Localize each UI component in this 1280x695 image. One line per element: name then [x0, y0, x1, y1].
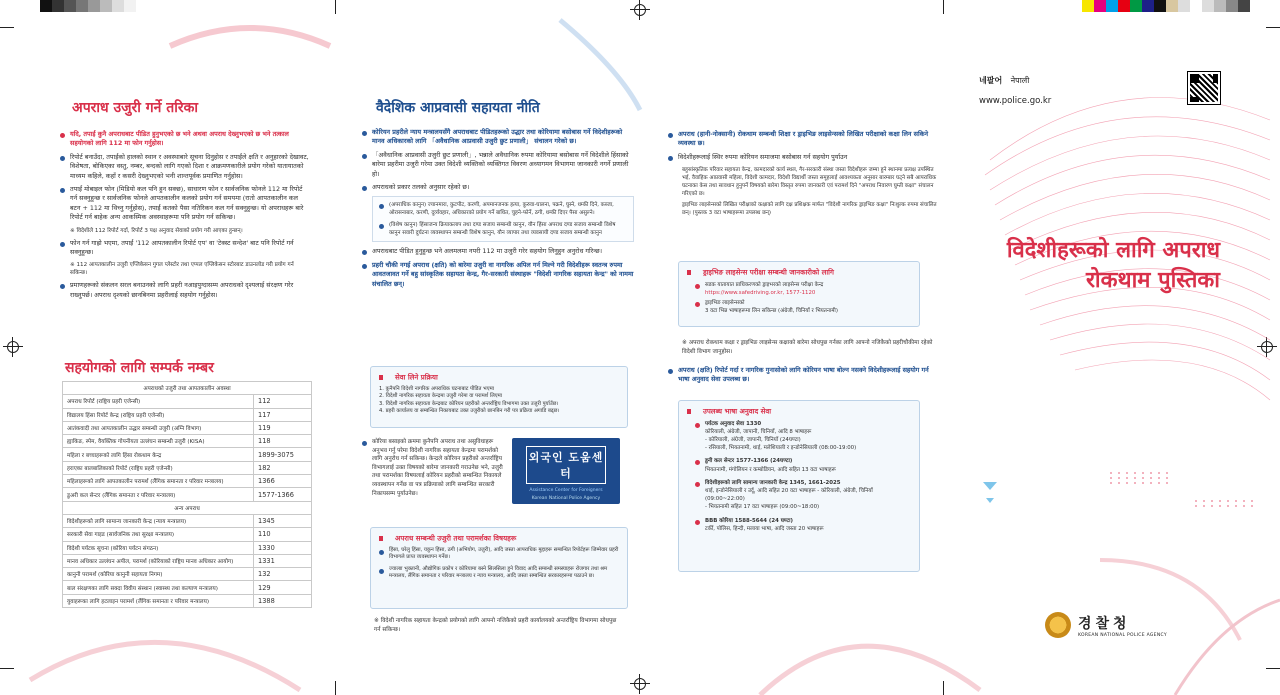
group-header-cell: अपराधको उजुरी तथा आपतकालीन अवस्था	[63, 382, 312, 395]
service-name-cell: आतंकवादी तथा आपतकालीन उद्धार सम्बन्धी उजुरी (अग्नि विभाग)	[63, 421, 254, 434]
table-row	[63, 514, 312, 527]
section-title-complaint: अपराध उजुरी गर्ने तरिका	[72, 100, 199, 116]
phone-number-cell: 1330	[254, 541, 312, 554]
process-step: 1. कुनैपनि विदेशी नागरिक अपराधिक घटनाबाट पीडित भएमा	[379, 385, 495, 392]
agency-name-english: KOREAN NATIONAL POLICE AGENCY	[1078, 633, 1167, 638]
service-name-cell: कानुनी परामर्श (कोरिया कानुनी सहायता निगम)	[63, 568, 254, 581]
license-info	[687, 281, 911, 315]
phone-number-cell: 129	[254, 581, 312, 594]
table-row	[63, 395, 312, 408]
service-detail: - भियतनामी सहित 17 वटा भाषाहरू (09:00~18:00)	[705, 504, 820, 511]
box-title	[379, 534, 619, 544]
bullet-item: रिपोर्ट बनाउँदा, तपाईंको हालको स्थान र अवस्थाबारे सूचना दिनुहोस र तपाईंले क्षति र अनुहारको देखावट, विशेषता, बोकिएका वस्तु, नम्बर, बन्दको लागि गएको दिशा र आक्रमणकारीले प्रयोग गरेको यातायातको माध्यम कहिले, कहाँ र कसरी देख्नुभएको भनी शान्तपूर्वक प्रमाणित गर्नुहोस।	[60, 153, 310, 181]
cover-title	[1007, 236, 1220, 296]
service-heading: पर्यटक अनुवाद सेवा 1330	[695, 420, 911, 428]
megaphone-icon	[379, 373, 391, 382]
panel-migrant-policy	[322, 0, 642, 695]
service-name-cell: मानव अधिकार उल्लंघन अपील, परामर्श (कोरियाको राष्ट्रिय मानव अधिकार आयोग)	[63, 554, 254, 567]
phone-number-cell: 1345	[254, 514, 312, 527]
crime-type-item: (विशेष कानुन) हिंसाजन्य क्रियाकलाप तथा दण्ड सजाय सम्बन्धी कानुन, यौन हिंसा अपराध दण्ड सजाय सम्बन्धी विशेष कानुन सवारी दुर्घटना व्यवस्थापन सम्बन्धी विशेष कानुन, यौन व्यापार तथा व्यवसायी दण्ड सजाय सम्बन्धी कानुन	[379, 221, 627, 237]
bullet-item: अपराध (क्षति) रिपोर्ट गर्दा र नागरिक गुनासोको लागि कोरियन भाषा बोल्न नसक्ने विदेशीहरूलाई सहयोग गर्न भाषा अनुवाद सेवा उपलब्ध छ।	[668, 366, 940, 385]
center-sign-korean: 외국인 도움센터	[526, 446, 606, 484]
panel-education	[642, 0, 942, 695]
translation-intro	[668, 366, 940, 389]
language-label	[979, 75, 1029, 86]
service-detail: - कोरियाली, अंग्रेजी, जापानी, चिनियाँ (24घण्टा)	[705, 436, 801, 443]
translation-services	[687, 420, 911, 533]
bullet-item: प्रहरी चौकी नगई अपराध (क्षति) को बारेमा उजुरी वा नागरिक अपिल गर्न मिल्ने गरी विदेशीहरू स्वतन्त्र रुपमा आवतजावत गर्ने बहु सांस्कृतिक सहायता केन्द्र, गैर-सरकारी संस्थाहरू "विदेशी नागरिक सहायता केन्द्र" को नाममा संचालित छन्।	[362, 261, 634, 289]
agency-name-korean: 경찰청	[1078, 616, 1131, 632]
complaint-topics-box	[370, 527, 628, 609]
service-detail: भियतनामी, मंगोलियन र कम्बोडियन, आदि सहित 13 वटा भाषाहरू	[705, 466, 836, 473]
phone-number-cell: 1388	[254, 594, 312, 607]
education-content	[668, 130, 940, 217]
license-info-line: ड्राइभिङ लाइसेन्सको	[695, 299, 911, 307]
topic-item: हिंसा, घरेलु हिंसा, यकुन हिंसा, ठगी (अभियोग, उजुरी), आदि जस्ता आपराधिक मुद्दाहरू सम्बन्धित रिपोर्टहरू जिम्मेवार प्रहरी विभागले प्राप्त व्यवस्थापन गर्नेछ।	[379, 547, 619, 562]
process-steps	[379, 386, 619, 416]
bullet-item: 「अवैधानिक आप्रवासी उजुरी छुट प्रणाली」, भन्नाले अवैधानिक रुपमा कोरियामा बसोबास गर्ने विदेशीले हिंसाको बारेमा प्रहरीमा उजुरी गरेमा उक्त विदेशी व्यक्तिको व्यक्तिगत विवरण अध्यागमन विभागमा जानकारी नगर्ने प्रणाली हो।	[362, 151, 634, 179]
service-name-cell: बाल संरक्षणका लागि सक्दा विवीय संस्थान (स्वास्थ्य तथा कल्याण मन्त्रालय)	[63, 581, 254, 594]
megaphone-icon	[687, 407, 699, 416]
panel-cover	[942, 0, 1280, 695]
license-website-link[interactable]: https://www.safedriving.or.kr, 1577-1120	[705, 289, 816, 296]
process-step: 4. प्रहरी कार्यालय वा सम्बन्धित निकायबाट उक्त उजुरीको छानबिन गरी पत्र प्रक्रिया अगाडि बढ्छ।	[379, 408, 560, 415]
phone-number-cell: 1331	[254, 554, 312, 567]
language-korean: 네팔어	[979, 76, 1003, 85]
process-step: 3. विदेशी नागरिक सहायता केन्द्रबाट कोरियन प्रहरीको अन्तर्राष्ट्रिय विभागमा उक्त उजुरी पुर्याउँछ।	[379, 400, 559, 407]
megaphone-icon	[379, 534, 391, 543]
process-step: 2. विदेशी नागरिक सहायता केन्द्रमा उजुरी गरेमा वा परामर्श लिएमा	[379, 393, 503, 400]
center-sign-agency: Korean National Police Agency	[531, 496, 601, 501]
service-detail: कोरियाली, अंग्रेजी, जापानी, चिनियाँ, आदि 8 भाषाहरू	[705, 428, 812, 435]
service-heading: विदेशीहरूको लागि सामान्य जानकारी केन्द्र 1345, 1661-2025	[695, 479, 911, 487]
phone-number-cell: 112	[254, 395, 312, 408]
box-title	[687, 407, 911, 417]
translation-services-box	[678, 400, 920, 572]
service-name-cell: अपराध रिपोर्ट (राष्ट्रिय प्रहरी एजेन्सी)	[63, 395, 254, 408]
table-row	[63, 568, 312, 581]
phone-number-cell: 119	[254, 421, 312, 434]
service-heading: BBB कोरिया 1588-5644 (24 घण्टा)	[695, 517, 911, 525]
service-process-box	[370, 366, 628, 428]
megaphone-icon	[687, 268, 699, 277]
cover-title-line: विदेशीहरूको लागि अपराध	[1006, 238, 1220, 263]
bullet-item: तपाईं मोबाइल फोन (मिडियो कल पनि हुन सक्छ), साधारण फोन र सार्वजनिक फोनले 112 मा रिपोर्ट गर्न सक्नुहुन्छ र सार्वजनिक फोनले आपतकालीन कलको प्रयोग गर्न समयमा (रातो आपतकालीन कल बटन + 112 मा थिच्नु गर्नुहोस), तपाईं कतको पैसा नतिरिकन कल गर्न सक्नुहुन्छ। यो अपराधहरू बारे रिपोर्ट गर्न बाहेक अन्य आकस्मिक अवस्थाहरूमा पनि प्रयोग गर्न सकिन्छ।	[60, 185, 310, 223]
police-website[interactable]: www.police.go.kr	[979, 96, 1052, 106]
table-row	[63, 488, 312, 501]
sub-item: ड्राइभिङ लाइसेन्सको लिखित परीक्षाको कक्षाको लागि दक्ष प्रशिक्षक मार्फत "विदेशी नागरिक ड्राइभिङ कक्षा" निःशुल्क रुपमा संचालित छन्। (पुस्तक 3 वटा भाषाहरूमा उपलब्ध छन्)	[682, 202, 937, 217]
bullet-item: प्रमाणहरूको संकलन सरल बनाउनको लागि प्रहरी नआइपुग्दासम्म अपराधको दृश्यलाई संरक्षण गरेर राख्नुपर्छ। अपराध दृश्यको छानबिनमा प्रहरीलाई सहयोग गर्नुहोस।	[60, 281, 310, 300]
service-detail: - रसियाली, भियतनामी, थाई, मलेशियाली र इन्डोनेसियाली (08:00-19:00)	[705, 445, 857, 452]
phone-number-cell: 1577-1366	[254, 488, 312, 501]
phone-number-cell: 132	[254, 568, 312, 581]
qr-code-icon[interactable]	[1188, 72, 1220, 104]
bullet-item: अपराध (हानी-नोक्सानी) रोकथाम सम्बन्धी शिक्षा र ड्राइभिङ लाइसेन्सको लिखित परीक्षाको कक्षा लिन सकिने व्यवस्था छ।	[668, 130, 940, 149]
service-name-cell: महिलाहरूको लागि आपतकालीन परामर्श (लैंगिक समानता र परिवार मन्त्रालय)	[63, 475, 254, 488]
table-row	[63, 461, 312, 474]
bullet-item: विदेशीहरूलाई स्थिर रुपमा कोरियन समाजमा बसोबास गर्न सहयोग पुर्याउन	[668, 153, 940, 162]
bullet-item: कोरिया बसाइको क्रममा कुनैपनि अपराध तथा असुविधाहरू अनुभव गर्नु परेमा विदेशी नागरिक सहायता केन्द्रमा परामर्शको लागि अनुरोध गर्न सकिन्छ। केन्द्रले कोरियन प्रहरीको अन्तर्राष्ट्रिय विभागलाई उक्त विषयको बारेमा जानकारी गराउनेछ भने, उजुरी तथा परामर्शका विषयलाई कोरियन प्रहरीको सम्बन्धित निकायले व्यवस्थापन गर्नेछ वा पत्र प्रक्रियाको लागि सम्बन्धित सरकारी निकायसम्म पुर्याउनेछ।	[362, 438, 506, 498]
service-name-cell: विदेशीहरूको लागि सामान्य जानकारी केन्द्र (न्याय मन्त्रालय)	[63, 514, 254, 527]
complaint-topics	[379, 547, 619, 581]
phone-number-cell: 182	[254, 461, 312, 474]
service-name-cell: सरकारी सेवा गाइड (सार्वजनिक तथा सुरक्षा मन्त्रालय)	[63, 528, 254, 541]
table-group-header	[63, 501, 312, 514]
service-name-cell: विद्यालय हिंसा रिपोर्ट केन्द्र (राष्ट्रिय प्रहरी एजेन्सी)	[63, 408, 254, 421]
service-name-cell: डुअरी कल सेन्टर (लैंगिक समानता र परिवार मन्त्रालय)	[63, 488, 254, 501]
phone-number-cell: 1366	[254, 475, 312, 488]
bullet-item: यदि, तपाईं कुनै अपराधबाट पीडित हुनुभएको छ भने अथवा अपराध देख्नुभएको छ भने तत्काल सहयोगको लागि 112 मा फोन गर्नुहोस।	[60, 130, 310, 149]
table-row	[63, 435, 312, 448]
table-row	[63, 475, 312, 488]
cover-title-line: रोकथाम पुस्तिका	[1085, 268, 1220, 293]
service-detail: थाई, इन्डोनेसियाली र उर्दू, आदि सहित 20 वटा भाषाहरू - कोरियाली, अंग्रेजी, चिनियाँ (09:00~22:00)	[705, 487, 873, 503]
note: ※ विदेशीले 112 रिपोर्ट गर्दा, रिपोर्ट 3 पक्ष अनुवाद सेवाको प्रयोग गरी आएका हुन्छन्।	[70, 227, 243, 234]
service-name-cell: हराएका बालबालिकाको रिपोर्ट (राष्ट्रिय प्रहरी एजेन्सी)	[63, 461, 254, 474]
box-title-text: अपराध सम्बन्धी उजुरी तथा परामर्शका विषयहरू	[395, 534, 517, 543]
note: ※ 112 आपतकालीन उजुरी एप्लिकेसन गुगल प्लेस्टोर तथा एप्पल एप्लिकेसन स्टोरबाट डाउनलोड गरी प्रयोग गर्न सकिन्छ।	[70, 262, 294, 277]
policy-content	[362, 128, 634, 293]
assistance-center-image	[512, 438, 620, 504]
box-title-text: उपलब्ध भाषा अनुवाद सेवा	[703, 407, 772, 416]
table-row	[63, 408, 312, 421]
box-title	[379, 373, 619, 383]
phone-number-cell: 1899-3075	[254, 448, 312, 461]
phone-number-cell: 117	[254, 408, 312, 421]
license-info-line: 3 वटा भिन्न भाषाहरूमा लिन सकिन्छ (अंग्रेजी, चिनियाँ र भियतनामी)	[705, 307, 838, 314]
center-description	[362, 438, 506, 502]
crime-types-box	[372, 196, 634, 242]
service-name-cell: महिला र बच्चाहरूको लागि हिंसा रोकथाम केन्द्र	[63, 448, 254, 461]
service-name-cell: ह्याकिङ, स्पेम, वैयक्तिक गोपनीयता उल्लंघन सम्बन्धी उजुरी (KISA)	[63, 435, 254, 448]
complaint-bullets	[60, 130, 310, 304]
crime-type-item: (अपराधिक कानुन) ज्यानमारा, कुटपीट, करणी, अपमानजनक हत्या, कुरुवा-घालना, पक्रने, घुस्ने, धम्की दिने, कब्जा, ओरासनाबार, करणी, दुर्व्यवहार, अधिकारको प्रयोग गर्ने बाधित, चुहने-फोर्ने, ठगी, धम्की दिएर पैसा असुल्ने।	[379, 201, 627, 217]
license-info-line: सडक यातायात प्राधिकरणको ड्राइभरको लाइसेन्स परीक्षा केन्द्र	[695, 281, 911, 289]
note: ※ विदेशी नागरिक सहायता केन्द्रको प्रयोगको लागि आफ्नो नजिकैको प्रहरी कार्यालयको अन्तर्राष्ट्रिय विभागमा सोधपुछ गर्न सकिन्छ।	[374, 618, 617, 633]
bullet-item: कोरियन प्रहरीले न्याय मन्त्रालयसँगै अपराधबाट पीडितहरूको उद्धार तथा कोरियामा बसोबास गर्ने विदेशीहरूको मानव अधिकारको लागि 「अवैधानिक आप्रवासी उजुरी छुट प्रणाली」 संचालन गरेको छ।	[362, 128, 634, 147]
section-title-contact: सहयोगको लागि सम्पर्क नम्बर	[65, 360, 214, 376]
table-group-header	[63, 382, 312, 395]
contact-table	[62, 381, 312, 608]
panel-complaint	[0, 0, 322, 695]
box-title-text: ड्राइभिङ लाइसेन्स परीक्षा सम्बन्धी जानकारीको लागि	[703, 268, 834, 277]
bullet-item: फोन गर्न गाह्रो भएमा, तपाईं '112 आपतकालीन रिपोर्ट एप' वा 'टेक्स्ट सन्देश' बाट पनि रिपोर्ट गर्न सक्नुहुन्छ।	[60, 239, 310, 258]
driving-license-box	[678, 261, 920, 327]
group-header-cell: अन्य अपराध	[63, 501, 312, 514]
phone-number-cell: 110	[254, 528, 312, 541]
sub-item: बहुसांस्कृतिक परिवार सहायता केन्द्र, कामदारको कार्य स्थल, गैर-सरकारी संस्था जस्ता विदेशीहरू जम्मा हुने स्थानमा प्रत्यक्ष उपस्थित भई, वैवाहिक आप्रवासी महिला, विदेशी कामदार, विदेशी विद्यार्थी जस्ता समूहलाई आवश्यकता अनुसार बारम्बार घट्ने सबै आपराधिक घटनाका केस तथा सावधान हुनुपर्ने विषयको बारेमा विस्तृत रुपमा जानकारी एवं परामर्श दिने "अपराध निवारण घुम्ती कक्षा" संचालन गरिएको छ।	[682, 167, 937, 198]
phone-number-cell: 118	[254, 435, 312, 448]
table-row	[63, 581, 312, 594]
center-sign-english: Assistance Center for Foreigners	[529, 488, 603, 493]
service-detail: टर्की, पोलिस, हिन्दी, मलाया भाषा, आदि जस्ता 20 भाषाहरू	[705, 525, 824, 532]
table-row	[63, 528, 312, 541]
table-row	[63, 594, 312, 607]
box-title-text: सेवा लिने प्रक्रिया	[395, 373, 438, 382]
section-title-policy: वैदेशिक आप्रवासी सहायता नीति	[376, 100, 540, 116]
service-name-cell: विदेशी पर्यटक सूचना (कोरिया पर्यटन संगठन)	[63, 541, 254, 554]
topic-item: ज्यालाा भुक्तानी, औद्योगिक प्रकोप र कोरियामा बस्ने सिलसिला हुने विवाद आदि सम्बन्धी समस्याहरू रोजगार तथा श्रम मन्त्रालय, लैंगिक समानता र परिवार मन्त्रालय र न्याय मन्त्रालय, आदि जस्ता सम्बन्धित सरकारहरूमा पठाउने छ।	[379, 566, 619, 581]
police-emblem-icon	[1045, 612, 1071, 638]
bullet-item: अपराधको प्रकार तलको अनुसार रहेको छ।	[362, 183, 634, 192]
note: ※ अपराध रोकथाम कक्षा र ड्राइभिङ लाइसेन्स कक्षाको बारेमा सोधपुछ गर्नका लागि आफ्नो नजिकैको प्रहरीचौकीमा रहेको विदेशी विभाग जानुहोस।	[682, 340, 933, 355]
table-row	[63, 541, 312, 554]
service-name-cell: युवाहरूका लागि हटलाइन परामर्श (लैंगिक समानता र परिवार मन्त्रालय)	[63, 594, 254, 607]
bullet-item: अपराधबाट पीडित हुनुहुन्छ भने अलमलमा नपरी 112 मा उजुरी गरेर सहयोग लिनुहुन अनुरोध गरिन्छ।	[362, 247, 634, 256]
box-title	[687, 268, 911, 278]
service-heading: डुनी कल सेन्टर 1577-1366 (24घण्टा)	[695, 457, 911, 465]
table-row	[63, 421, 312, 434]
table-row	[63, 448, 312, 461]
table-row	[63, 554, 312, 567]
language-nepali: नेपाली	[1010, 76, 1030, 85]
